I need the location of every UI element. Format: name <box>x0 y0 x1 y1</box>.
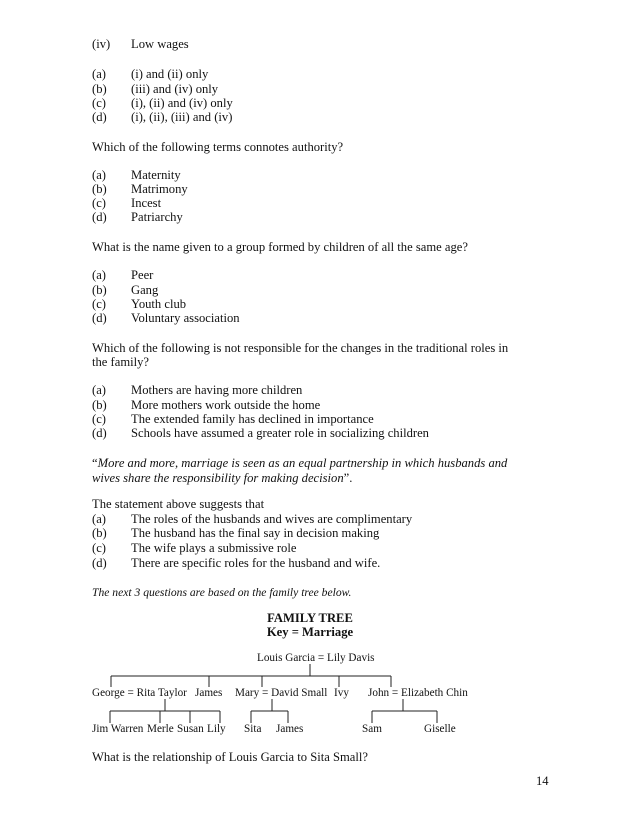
tree-mary-david: Mary = David Small <box>235 687 328 699</box>
tree-sam: Sam <box>362 723 382 735</box>
tree-ivy: Ivy <box>334 687 349 699</box>
tree-merle: Merle <box>147 723 174 735</box>
tree-jim-warren: Jim Warren <box>92 723 144 735</box>
option-label: (a) <box>92 268 106 282</box>
option-text: Mothers are having more children <box>131 383 303 397</box>
option-text: There are specific roles for the husband and wife. <box>131 556 381 570</box>
option-text: Youth club <box>131 297 187 311</box>
quote-text-2: wives share the responsibility for making decision <box>92 471 344 485</box>
quote-line-1 <box>92 456 507 471</box>
option-label: (c) <box>92 96 106 110</box>
option-text: The extended family has declined in importance <box>131 412 374 426</box>
tree-key: Key = Marriage <box>266 625 354 639</box>
option-text: (i), (ii) and (iv) only <box>131 96 233 110</box>
option-text: Peer <box>131 268 154 282</box>
item-text: Low wages <box>131 37 189 51</box>
question-1-text: Which of the following terms connotes authority? <box>92 140 344 154</box>
tree-james-gen2: James <box>195 687 223 699</box>
item-label: (iv) <box>92 37 111 51</box>
option-label: (b) <box>92 398 107 412</box>
tree-james-gen3: James <box>276 723 304 735</box>
question-4-stem: The statement above suggests that <box>92 497 265 511</box>
option-label: (d) <box>92 210 107 224</box>
option-text: (i), (ii), (iii) and (iv) <box>131 110 233 124</box>
tree-giselle: Giselle <box>424 723 456 735</box>
option-text: Incest <box>131 196 162 210</box>
question-2-text: What is the name given to a group formed by children of all the same age? <box>92 240 468 254</box>
quote-close: ”. <box>343 471 353 485</box>
option-label: (b) <box>92 182 107 196</box>
option-label: (b) <box>92 82 107 96</box>
option-label: (c) <box>92 196 106 210</box>
question-5-text: What is the relationship of Louis Garcia to Sita Small? <box>92 750 368 764</box>
question-3-text-line2: the family? <box>92 355 149 369</box>
quote-open: “ <box>92 456 98 470</box>
tree-george-rita: George = Rita Taylor <box>92 687 187 699</box>
option-label: (c) <box>92 297 106 311</box>
option-text: (iii) and (iv) only <box>131 82 219 96</box>
option-label: (a) <box>92 67 106 81</box>
option-label: (c) <box>92 412 106 426</box>
quote-line-2 <box>92 471 352 486</box>
option-label: (a) <box>92 168 106 182</box>
option-label: (d) <box>92 426 107 440</box>
option-label: (c) <box>92 541 106 555</box>
tree-john-elizabeth: John = Elizabeth Chin <box>368 687 468 699</box>
page-number: 14 <box>536 774 549 788</box>
option-label: (d) <box>92 311 107 325</box>
tree-sita: Sita <box>244 723 262 735</box>
option-text: Matrimony <box>131 182 188 196</box>
option-label: (d) <box>92 556 107 570</box>
option-text: The roles of the husbands and wives are complimentary <box>131 512 413 526</box>
option-text: Patriarchy <box>131 210 183 224</box>
option-label: (b) <box>92 526 107 540</box>
tree-susan: Susan <box>177 723 204 735</box>
option-text: The wife plays a submissive role <box>131 541 297 555</box>
question-3-text-line1: Which of the following is not responsible for the changes in the traditional roles in <box>92 341 509 355</box>
option-text: The husband has the final say in decision making <box>131 526 380 540</box>
option-text: (i) and (ii) only <box>131 67 209 81</box>
option-text: Schools have assumed a greater role in socializing children <box>131 426 429 440</box>
option-text: Voluntary association <box>131 311 240 325</box>
tree-root-couple: Louis Garcia = Lily Davis <box>257 652 375 664</box>
option-text: Maternity <box>131 168 181 182</box>
option-label: (a) <box>92 512 106 526</box>
quote-text-1: More and more, marriage is seen as an equal partnership in which husbands and <box>97 456 508 470</box>
option-text: Gang <box>131 283 159 297</box>
tree-title: FAMILY TREE <box>267 611 353 625</box>
tree-lily: Lily <box>207 723 226 735</box>
option-label: (a) <box>92 383 106 397</box>
tree-intro: The next 3 questions are based on the family tree below. <box>92 586 352 599</box>
option-label: (d) <box>92 110 107 124</box>
option-text: More mothers work outside the home <box>131 398 321 412</box>
option-label: (b) <box>92 283 107 297</box>
